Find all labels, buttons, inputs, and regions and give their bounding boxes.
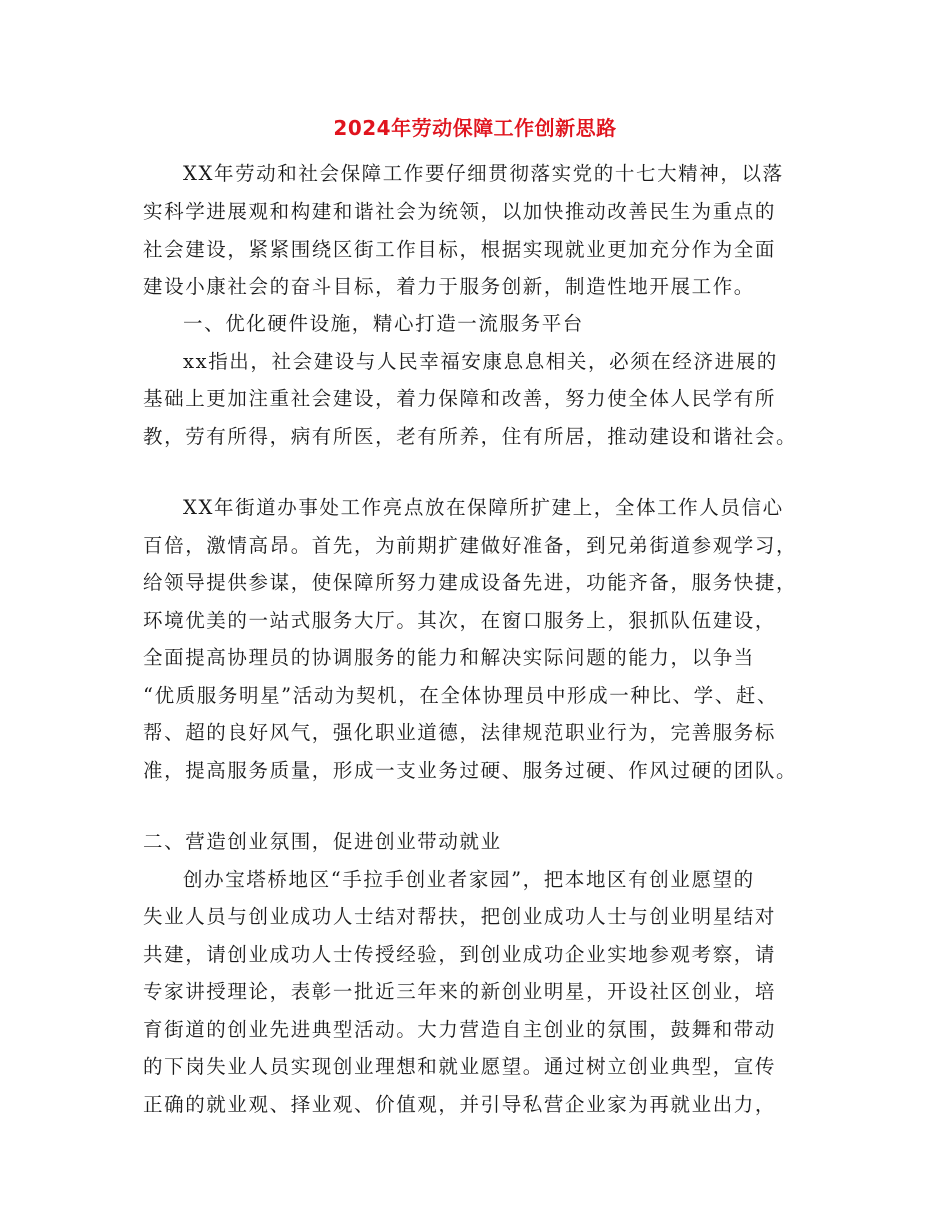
paragraph-line: 教，劳有所得，病有所医，老有所养，住有所居，推动建设和谐社会。 — [143, 425, 798, 448]
paragraph-line: XX年街道办事处工作亮点放在保障所扩建上，全体工作人员信心 — [183, 496, 784, 519]
paragraph-line: 共建，请创业成功人士传授经验，到创业成功企业实地参观考察，请 — [143, 943, 777, 966]
section-heading: 一、优化硬件设施，精心打造一流服务平台 — [183, 312, 584, 335]
paragraph-line: 育街道的创业先进典型活动。大力营造自主创业的氛围，鼓舞和带动 — [143, 1018, 777, 1041]
paragraph-line: 专家讲授理论，表彰一批近三年来的新创业明星，开设社区创业，培 — [143, 980, 777, 1003]
paragraph-line: 创办宝塔桥地区“手拉手创业者家园”，把本地区有创业愿望的 — [183, 868, 755, 891]
paragraph-line: 的下岗失业人员实现创业理想和就业愿望。通过树立创业典型，宣传 — [143, 1055, 777, 1078]
paragraph-line: xx指出，社会建设与人民幸福安康息息相关，必须在经济进展的 — [183, 350, 778, 373]
paragraph-line: 建设小康社会的奋斗目标，着力于服务创新，制造性地开展工作。 — [143, 275, 755, 298]
paragraph-line: 正确的就业观、择业观、价值观，并引导私营企业家为再就业出力， — [143, 1093, 777, 1116]
paragraph-line: 基础上更加注重社会建设，着力保障和改善，努力使全体人民学有所 — [143, 387, 777, 410]
paragraph-line: “优质服务明星”活动为契机，在全体协理员中形成一种比、学、赶、 — [143, 684, 779, 707]
paragraph-line: 社会建设，紧紧围绕区街工作目标，根据实现就业更加充分作为全面 — [143, 238, 777, 261]
section-heading: 二、营造创业氛围，促进创业带动就业 — [143, 830, 502, 853]
paragraph-line: 环境优美的一站式服务大厅。其次，在窗口服务上，狠抓队伍建设， — [143, 609, 777, 632]
paragraph-line: 给领导提供参谋，使保障所努力建成设备先进，功能齐备，服务快捷， — [143, 571, 798, 594]
paragraph-line: 失业人员与创业成功人士结对帮扶，把创业成功人士与创业明星结对 — [143, 905, 777, 928]
paragraph-line: 帮、超的良好风气，强化职业道德，法律规范职业行为，完善服务标 — [143, 721, 777, 744]
document-title: 2024年劳动保障工作创新思路 — [333, 116, 617, 140]
paragraph-line: XX年劳动和社会保障工作要仔细贯彻落实党的十七大精神，以落 — [183, 162, 784, 185]
paragraph-line: 准，提高服务质量，形成一支业务过硬、服务过硬、作风过硬的团队。 — [143, 759, 798, 782]
paragraph-line: 全面提高协理员的协调服务的能力和解决实际问题的能力，以争当 — [143, 646, 755, 669]
paragraph-line: 百倍，激情高昂。首先，为前期扩建做好准备，到兄弟街道参观学习， — [143, 534, 798, 557]
paragraph-line: 实科学进展观和构建和谐社会为统领，以加快推动改善民生为重点的 — [143, 200, 777, 223]
